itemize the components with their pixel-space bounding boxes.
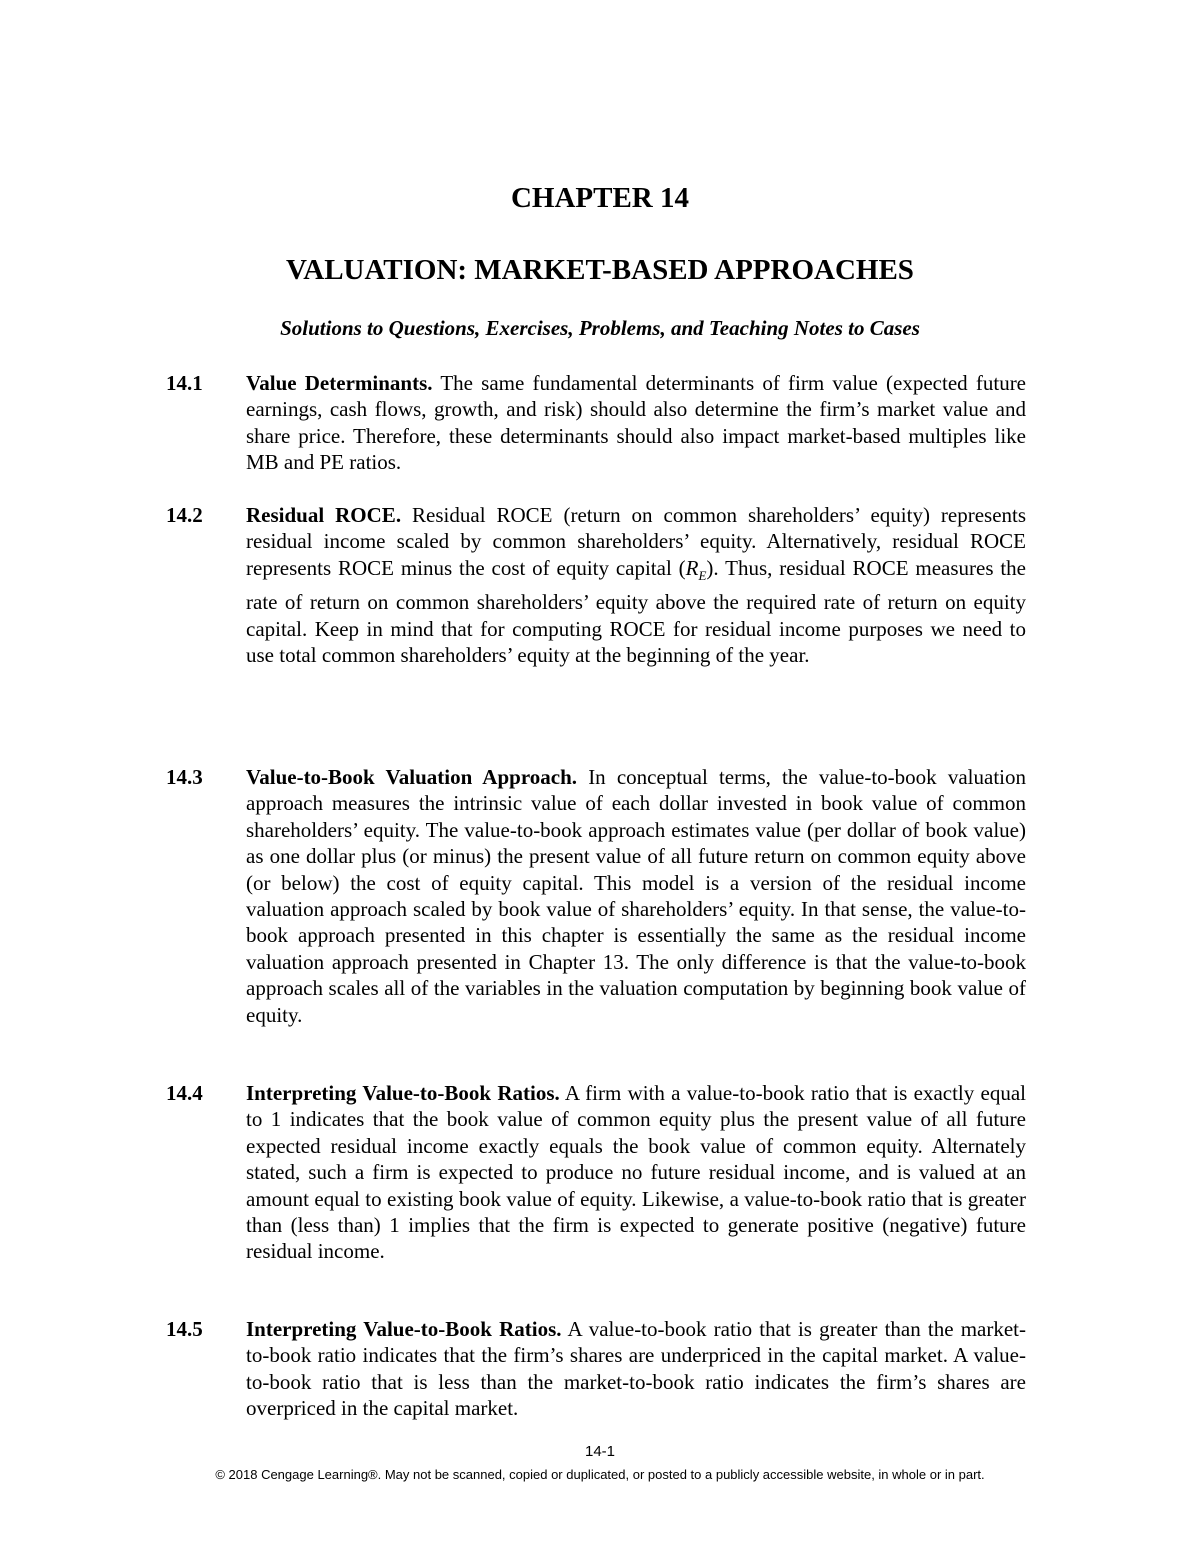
solution-number: 14.1: [166, 371, 203, 395]
solution-14-3: [166, 764, 1026, 1028]
copyright-notice: © 2018 Cengage Learning®. May not be scanned, copied or duplicated, or posted to a publicly accessible website, in whole or in part.: [215, 1467, 985, 1482]
page-number: 14-1: [584, 1443, 616, 1460]
solution-number: 14.4: [166, 1081, 203, 1105]
solution-14-1: [166, 370, 1026, 476]
solution-14-2: [166, 502, 1026, 669]
chapter-heading: CHAPTER 14: [510, 182, 690, 214]
cost-of-equity-symbol: $R_E$: [685, 555, 707, 583]
solution-text: In conceptual terms, the value-to-book valuation approach measures the intrinsic value of each dollar invested in book value of common shareholders’ equity. The value-to-book approach estimates value (per dollar of book value) as one dollar plus (or minus) the present value of all future return on common equity above (or below) the cost of equity capital. This model is a version of the residual income valuation approach scaled by book value of shareholders’ equity. In that sense, the value-to-book approach presented in this chapter is essentially the same as the residual income valuation approach presented in Chapter 13. The only difference is that the value-to-book approach scales all of the variables in the valuation computation by beginning book value of equity.: [246, 765, 1026, 1027]
solution-term: Interpreting Value-to-Book Ratios.: [246, 1317, 562, 1341]
solution-body: [246, 1316, 1026, 1422]
chapter-subtitle: Solutions to Questions, Exercises, Problems, and Teaching Notes to Cases: [280, 316, 920, 340]
solution-number: 14.3: [166, 765, 203, 789]
solution-text: A value-to-book ratio that is greater than the market-to-book ratio indicates that the firm’s shares are underpriced in the capital market. A value-to-book ratio that is less than the market-to-book ratio indicates the firm’s shares are overpriced in the capital market.: [246, 1317, 1026, 1421]
solution-text: Residual ROCE (return on common shareholders’ equity) represents residual income scaled by common shareholders’ equity. Alternatively, residual ROCE represents ROCE minus the cost of equity capital (: [246, 503, 1027, 580]
solution-text: The same fundamental determinants of firm value (expected future earnings, cash flows, growth, and risk) should also determine the firm’s market value and share price. Therefore, these determinants should also impact market-based multiples like MB and PE ratios.: [246, 371, 1027, 475]
solution-text-continued: ). Thus, residual ROCE measures the rate of return on common shareholders’ equity above the required rate of return on equity capital. Keep in mind that for computing ROCE for residual income purposes we need to use total common shareholders’ equity at the beginning of the year.: [246, 555, 1026, 668]
solution-term: Residual ROCE.: [246, 503, 402, 527]
solution-text: A firm with a value-to-book ratio that is exactly equal to 1 indicates that the book value of common equity plus the present value of all future expected residual income exactly equals the book value of common equity. Alternately stated, such a firm is expected to produce no future residual income, and is valued at an amount equal to existing book value of equity. Likewise, a value-to-book ratio that is greater than (less than) 1 implies that the firm is expected to generate positive (negative) future residual income.: [246, 1081, 1027, 1264]
solution-body: [246, 1080, 1026, 1265]
solution-body: [246, 764, 1026, 1028]
solution-body: [246, 370, 1026, 476]
solution-14-5: [166, 1316, 1026, 1422]
solution-number: 14.5: [166, 1317, 203, 1341]
solution-term: Value-to-Book Valuation Approach.: [246, 765, 578, 789]
solution-number: 14.2: [166, 503, 203, 527]
chapter-title: VALUATION: MARKET-BASED APPROACHES: [286, 254, 914, 286]
solution-term: Interpreting Value-to-Book Ratios.: [246, 1081, 560, 1105]
solution-14-4: [166, 1080, 1026, 1265]
solution-body: [246, 502, 1026, 669]
solution-term: Value Determinants.: [246, 371, 433, 395]
